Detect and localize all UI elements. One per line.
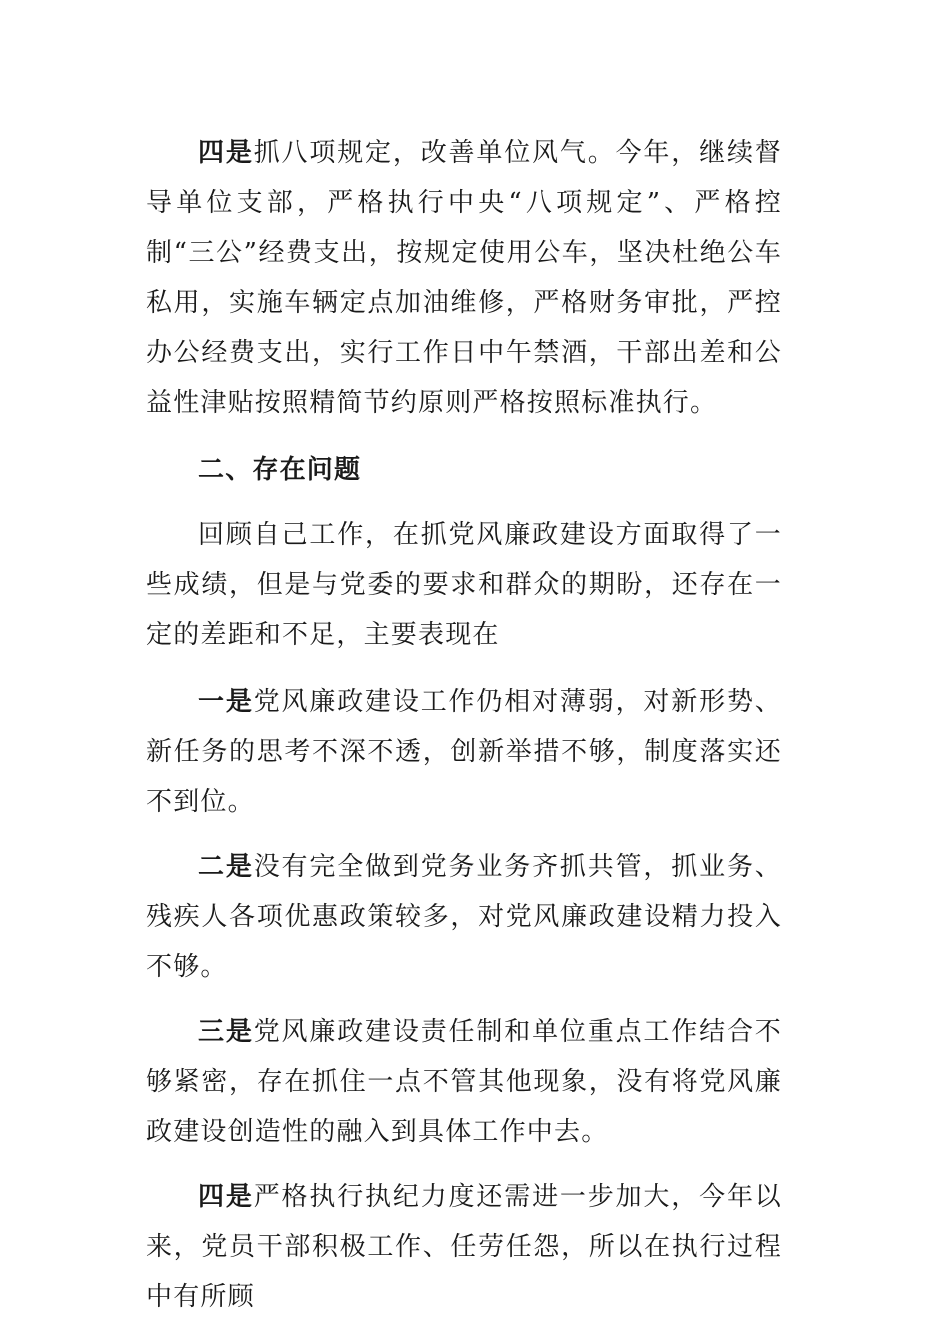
problem-text: 严格执行执纪力度还需进一步加大，今年以来，党员干部积极工作、任劳任怨，所以在执行过程中有所顾: [146, 1182, 782, 1312]
problem-lead: 一是: [198, 687, 254, 717]
problem-lead: 二是: [198, 852, 254, 882]
problem-text: 党风廉政建设责任制和单位重点工作结合不够紧密，存在抓住一点不管其他现象，没有将党风廉政建设创造性的融入到具体工作中去。: [146, 1017, 782, 1147]
problem-item-2: [146, 842, 782, 992]
problem-lead: 三是: [198, 1017, 254, 1047]
problem-text: 党风廉政建设工作仍相对薄弱，对新形势、新任务的思考不深不透，创新举措不够，制度落实还不到位。: [146, 687, 782, 817]
problem-lead: 四是: [198, 1182, 254, 1212]
paragraph-text: 抓八项规定，改善单位风气。今年，继续督导单位支部，严格执行中央“八项规定”、严格控制“三公”经费支出，按规定使用公车，坚决杜绝公车私用，实施车辆定点加油维修，严格财务审批，严控办公经费支出，实行工作日中午禁酒，干部出差和公益性津贴按照精简节约原则严格按照标准执行。: [146, 138, 782, 418]
document-body: [146, 128, 782, 1337]
paragraph-eight-rules: [146, 128, 782, 428]
problem-item-3: [146, 1007, 782, 1157]
problem-text: 没有完全做到党务业务齐抓共管，抓业务、残疾人各项优惠政策较多，对党风廉政建设精力投入不够。: [146, 852, 782, 982]
paragraph-lead: 四是: [198, 138, 254, 168]
problem-item-1: [146, 677, 782, 827]
problem-item-4: [146, 1172, 782, 1322]
section-heading: 二、存在问题: [198, 455, 362, 485]
problems-intro: 回顾自己工作，在抓党风廉政建设方面取得了一些成绩，但是与党委的要求和群众的期盼，还存在一定的差距和不足，主要表现在: [146, 520, 782, 650]
